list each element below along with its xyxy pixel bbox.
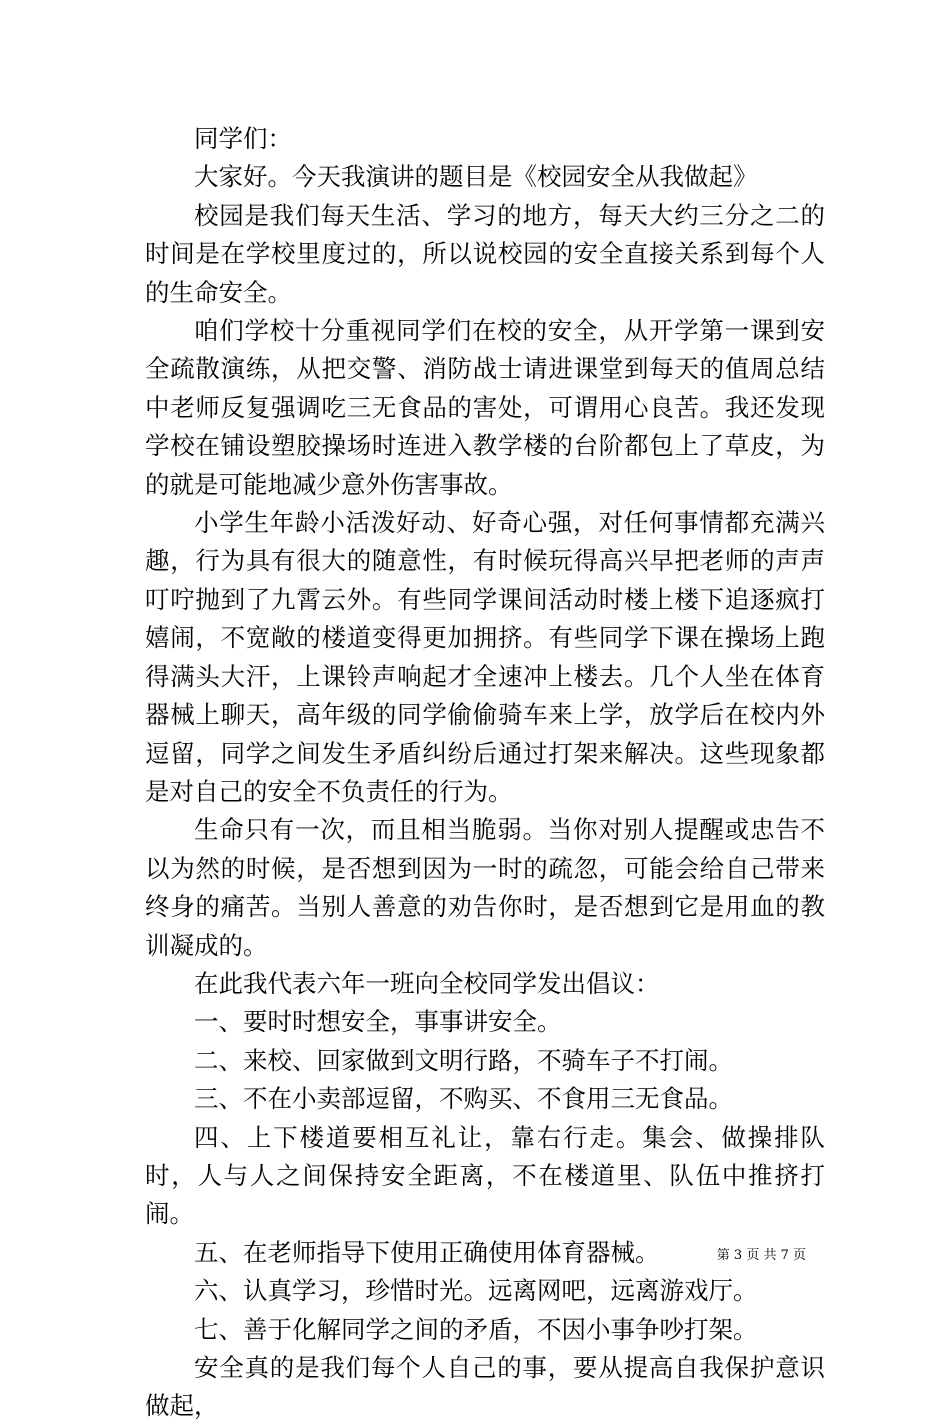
proposal-item-3: 三、不在小卖部逗留，不购买、不食用三无食品。 [194,1084,733,1114]
proposal-item-1: 一、要时时想安全，事事讲安全。 [194,1007,562,1037]
paragraph-salutation: 同学们： [194,124,292,153]
paragraph-life-once: 生命只有一次，而且相当脆弱。当你对别人提醒或忠告不以为然的时候，是否想到因为一时的疏忽，可能会给自己带来终身的痛苦。当别人善意的劝告你时，是否想到它是用血的教训凝成的。 [145,815,825,960]
proposal-item-4: 四、上下楼道要相互礼让，靠右行走。集会、做操排队时，人与人之间保持安全距离，不在楼道里、队伍中推挤打闹。 [145,1122,825,1229]
paragraph-greeting-title: 大家好。今天我演讲的题目是《校园安全从我做起》 [194,162,758,192]
proposal-item-7: 七、善于化解同学之间的矛盾，不因小事争吵打架。 [194,1314,758,1344]
paragraph-proposal-intro: 在此我代表六年一班向全校同学发出倡议： [194,968,660,998]
paragraph-student-behavior: 小学生年龄小活泼好动、好奇心强，对任何事情都充满兴趣，行为具有很大的随意性，有时候玩得高兴早把老师的声声叮咛抛到了九霄云外。有些同学课间活动时楼上楼下追逐疯打嬉闹，不宽敞的楼道变得更加拥挤。有些同学下课在操场上跑得满头大汗，上课铃声响起才全速冲上楼去。几个人坐在体育器械上聊天，高年级的同学偷偷骑车来上学，放学后在校内外逗留，同学之间发生矛盾纠纷后通过打架来解决。这些现象都是对自己的安全不负责任的行为。 [145,508,825,806]
paragraph-school-measures: 咱们学校十分重视同学们在校的安全，从开学第一课到安全疏散演练，从把交警、消防战士请进课堂到每天的值周总结中老师反复强调吃三无食品的害处，可谓用心良苦。我还发现学校在铺设塑胶操场时连进入教学楼的台阶都包上了草皮，为的就是可能地减少意外伤害事故。 [145,316,825,499]
paragraph-campus-intro: 校园是我们每天生活、学习的地方，每天大约三分之二的时间是在学校里度过的，所以说校园的安全直接关系到每个人的生命安全。 [145,200,825,307]
proposal-item-5: 五、在老师指导下使用正确使用体育器械。 [194,1237,660,1267]
proposal-item-2: 二、来校、回家做到文明行路，不骑车子不打闹。 [194,1045,733,1075]
paragraph-conclusion-start: 安全真的是我们每个人自己的事，要从提高自我保护意识做起， [145,1353,825,1421]
speech-body [145,120,825,1426]
page-number-footer: 第 3 页 共 7 页 [716,1248,806,1263]
proposal-item-6: 六、认真学习，珍惜时光。远离网吧，远离游戏厅。 [194,1276,758,1306]
